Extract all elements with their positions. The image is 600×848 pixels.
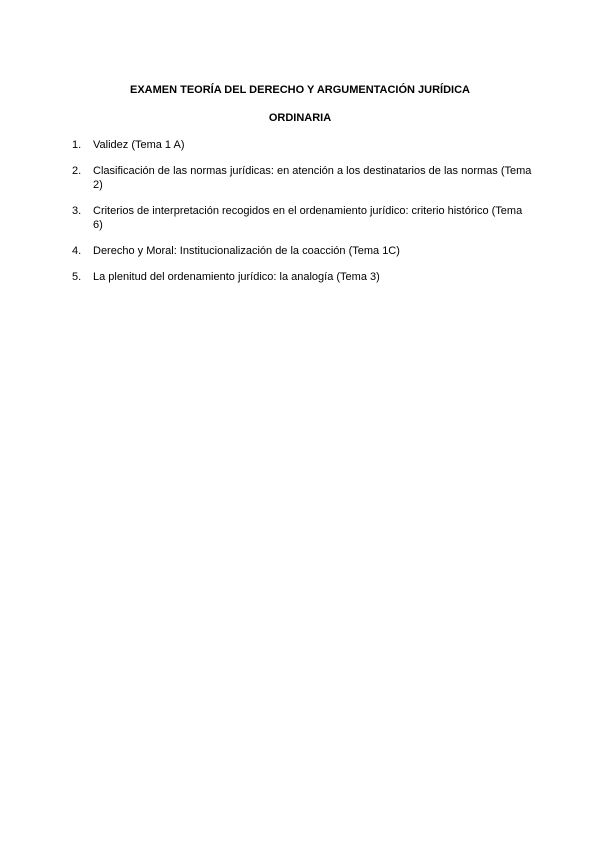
list-item (72, 244, 532, 258)
list-item-text: Clasificación de las normas jurídicas: en atención a los destinatarios de las normas (Tema 2) (93, 165, 532, 191)
list-item-text: Criterios de interpretación recogidos en el ordenamiento jurídico: criterio histórico (Tema 6) (93, 205, 523, 231)
list-item-number: 1. (72, 139, 82, 151)
list-item-number: 4. (72, 245, 82, 257)
exam-topic-list (72, 138, 532, 296)
list-item (72, 270, 532, 284)
list-item (72, 204, 532, 232)
list-item-text: Derecho y Moral: Institucionalización de la coacción (Tema 1C) (93, 245, 400, 257)
document-title: EXAMEN TEORÍA DEL DERECHO Y ARGUMENTACIÓN JURÍDICA (129, 84, 470, 96)
list-item-text: La plenitud del ordenamiento jurídico: la analogía (Tema 3) (93, 271, 380, 283)
list-item (72, 164, 532, 192)
list-item-number: 2. (72, 165, 82, 177)
list-item-text: Validez (Tema 1 A) (93, 139, 185, 151)
list-item (72, 138, 532, 152)
list-item-number: 3. (72, 205, 82, 217)
list-item-number: 5. (72, 271, 82, 283)
document-subtitle: ORDINARIA (268, 112, 332, 124)
